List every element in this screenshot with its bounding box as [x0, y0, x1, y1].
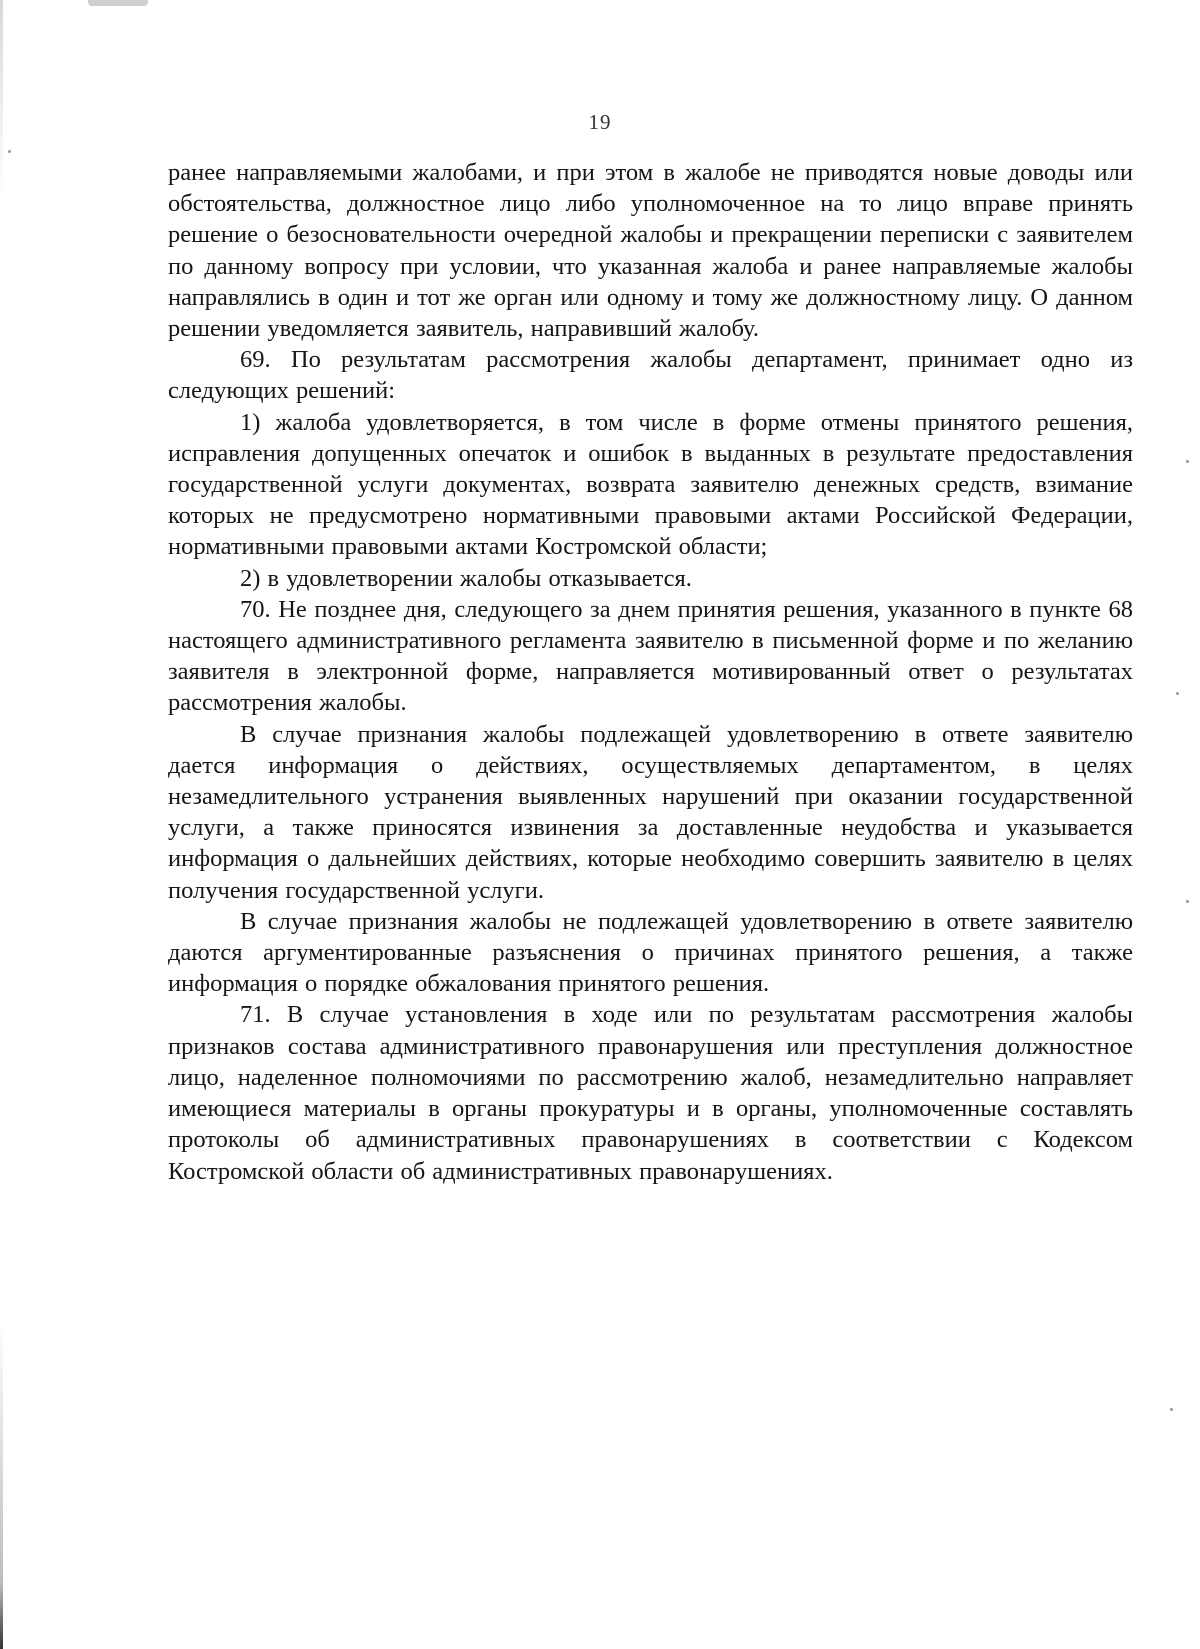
- paragraph-subitem-1: 1) жалоба удовлетворяется, в том числе в форме отмены принятого решения, исправления допущенных опечаток и ошибок в выданных в результате предоставления государственной услуги документах, возврата заявителю денежных средств, взимание которых не предусмотрено нормативными правовыми актами Российской Федерации, нормативными правовыми актами Костромской области;: [168, 408, 1133, 561]
- paragraph-item-70: 70. Не позднее дня, следующего за днем принятия решения, указанного в пункте 68 настоящего административного регламента заявителю в письменной форме и по желанию заявителя в электронной форме, направляется мотивированный ответ о результатах рассмотрения жалобы.: [168, 595, 1133, 717]
- scan-corner-mark: [88, 0, 148, 6]
- paragraph-subitem-2: 2) в удовлетворении жалобы отказывается.: [240, 564, 692, 592]
- scan-speck: [1186, 900, 1189, 903]
- paragraph-item-71: 71. В случае установления в ходе или по результатам рассмотрения жалобы признаков состава административного правонарушения или преступления должностное лицо, наделенное полномочиями по рассмотрению жалоб, незамедлительно направляет имеющиеся материалы в органы прокуратуры и в органы, уполномоченные составлять протоколы об административных правонарушениях в соответствии с Кодексом Костромской области об административных правонарушениях.: [168, 1001, 1133, 1185]
- scan-speck: [8, 150, 11, 153]
- paragraph-item-69: 69. По результатам рассмотрения жалобы департамент, принимает одно из следующих решений:: [168, 346, 1133, 405]
- document-body: [168, 157, 1133, 1187]
- paragraph-negative-response: В случае признания жалобы не подлежащей удовлетворению в ответе заявителю даются аргументированные разъяснения о причинах принятого решения, а также информация о порядке обжалования принятого решения.: [168, 907, 1133, 998]
- scan-edge-shadow: [0, 0, 3, 1649]
- page-number: 19: [588, 110, 612, 134]
- paragraph-continuation: ранее направляемыми жалобами, и при этом в жалобе не приводятся новые доводы или обстоятельства, должностное лицо либо уполномоченное на то лицо вправе принять решение о безосновательности очередной жалобы и прекращении переписки с заявителем по данному вопросу при условии, что указанная жалоба и ранее направляемые жалобы направлялись в один и тот же орган или одному и тому же должностному лицу. О данном решении уведомляется заявитель, направивший жалобу.: [168, 159, 1133, 343]
- scan-speck: [1186, 460, 1189, 463]
- scan-speck: [1170, 1408, 1173, 1411]
- scan-speck: [1176, 692, 1179, 695]
- paragraph-positive-response: В случае признания жалобы подлежащей удовлетворению в ответе заявителю дается информация о действиях, осуществляемых департаментом, в целях незамедлительного устранения выявленных нарушений при оказании государственной услуги, а также приносятся извинения за доставленные неудобства и указывается информация о дальнейших действиях, которые необходимо совершить заявителю в целях получения государственной услуги.: [168, 720, 1133, 904]
